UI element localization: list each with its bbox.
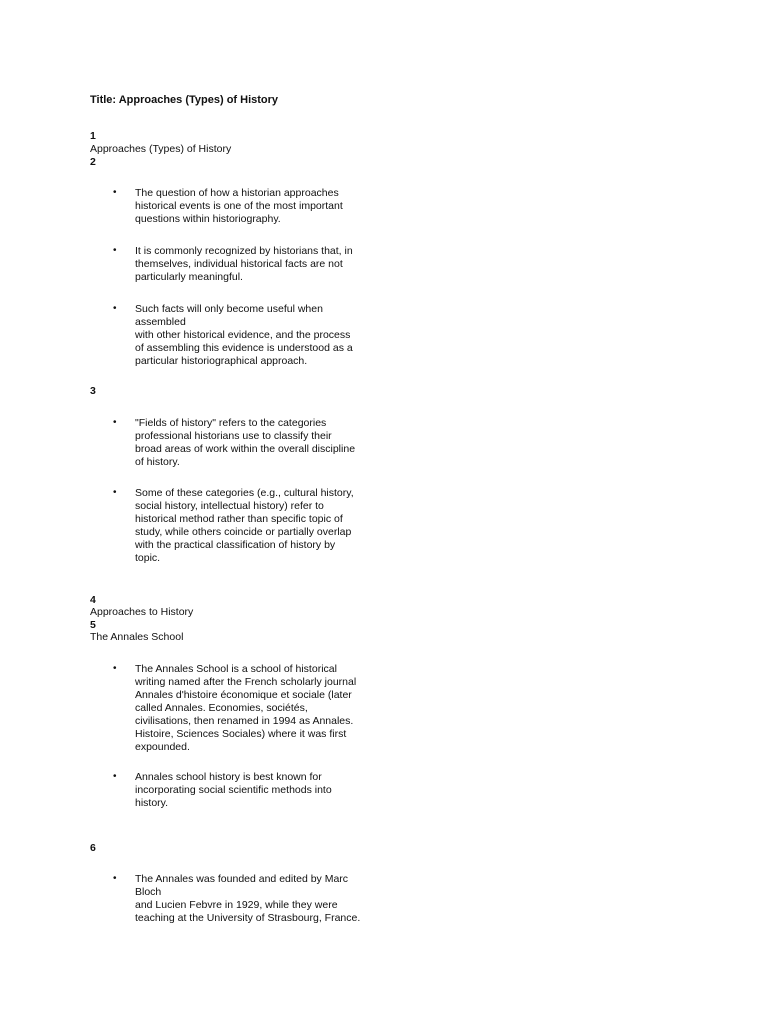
bullet-text: Such facts will only become useful when assembled with other historical evidence, and the process of assembling this evidence is understood as a particular historiographical approach. xyxy=(135,303,353,367)
bullet-icon: • xyxy=(113,303,117,314)
bullet-item xyxy=(113,245,373,284)
slide-number-3: 3 xyxy=(90,385,96,397)
slide-heading-5: The Annales School xyxy=(90,631,184,643)
slide-number-1: 1 xyxy=(90,130,96,142)
bullet-text: "Fields of history" refers to the categories professional historians use to classify their broad areas of work within the overall discipline of history. xyxy=(135,417,356,468)
slide-number-2: 2 xyxy=(90,156,96,168)
bullet-text: It is commonly recognized by historians that, in themselves, individual historical facts are not particularly meaningful. xyxy=(135,245,353,283)
slide-heading-4: Approaches to History xyxy=(90,606,194,618)
bullet-text: The Annales was founded and edited by Marc Bloch and Lucien Febvre in 1929, while they were teaching at the University of Strasbourg, France. xyxy=(135,873,361,924)
bullet-text: Some of these categories (e.g., cultural history, social history, intellectual history) refer to historical method rather than specific topic of study, while others coincide or partially overlap with the practical classification of history by topic. xyxy=(135,487,354,564)
bullet-item xyxy=(113,303,373,368)
bullet-icon: • xyxy=(113,771,117,782)
slide-number-4: 4 xyxy=(90,594,96,606)
bullet-icon: • xyxy=(113,245,117,256)
bullet-icon: • xyxy=(113,487,117,498)
bullet-item xyxy=(113,487,373,565)
bullet-item xyxy=(113,873,373,925)
slide-number-6: 6 xyxy=(90,842,96,854)
slide-heading-1: Approaches (Types) of History xyxy=(90,143,232,155)
bullet-icon: • xyxy=(113,417,117,428)
bullet-item xyxy=(113,187,373,226)
bullet-text: The Annales School is a school of historical writing named after the French scholarly journal Annales d'histoire économique et sociale (later called Annales. Economies, sociétés, civilisations, then renamed in 1994 as Annales. Histoire, Sciences Sociales) where it was first expounded. xyxy=(135,663,357,753)
document-title: Title: Approaches (Types) of History xyxy=(90,94,279,106)
bullet-text: Annales school history is best known for incorporating social scientific methods into history. xyxy=(135,771,332,809)
bullet-item xyxy=(113,417,373,469)
bullet-icon: • xyxy=(113,187,117,198)
bullet-icon: • xyxy=(113,873,117,884)
slide-number-5: 5 xyxy=(90,619,96,631)
bullet-item xyxy=(113,771,373,810)
bullet-text: The question of how a historian approaches historical events is one of the most important questions within historiography. xyxy=(135,187,343,225)
bullet-item xyxy=(113,663,373,754)
bullet-icon: • xyxy=(113,663,117,674)
